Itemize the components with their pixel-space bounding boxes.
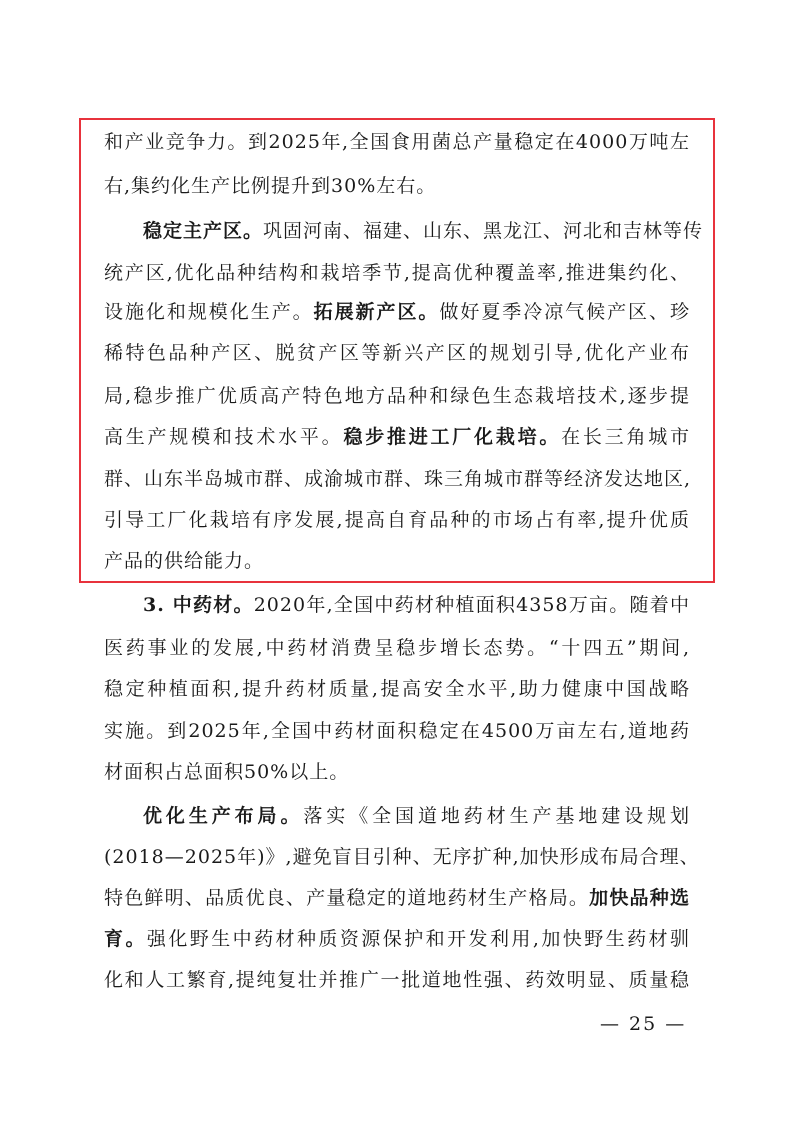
line-text: 引导工厂化栽培有序发展,提高自育品种的市场占有率,提升优质 (104, 509, 690, 531)
line-text: 局,稳步推广优质高产特色地方品种和绿色生态栽培技术,逐步提 (104, 385, 690, 407)
text-line (104, 760, 690, 786)
line-text: (2018—2025年)》,避免盲目引种、无序扩种,加快形成布局合理、 (104, 846, 700, 868)
line-text: 化和人工繁育,提纯复壮并推广一批道地性强、药效明显、质量稳 (104, 969, 690, 991)
bold-heading: 拓展新产区。 (313, 301, 440, 323)
line-text: 统产区,优化品种结构和栽培季节,提高优种覆盖率,推进集约化、 (104, 262, 690, 284)
text-line (104, 174, 690, 200)
text-line (104, 341, 690, 367)
text-line (104, 384, 690, 410)
bold-heading: 稳步推进工厂化栽培。 (343, 426, 562, 448)
text-line (104, 261, 690, 287)
text-line (104, 927, 690, 953)
text-line (104, 845, 700, 871)
line-text: 右,集约化生产比例提升到30%左右。 (104, 175, 437, 197)
line-text: 强化野生中药材种质资源保护和开发利用,加快野生药材驯 (146, 928, 690, 950)
line-text: 稳定种植面积,提升药材质量,提高安全水平,助力健康中国战略 (104, 678, 690, 700)
section-heading: 3. 中药材。 (143, 594, 254, 616)
text-line (104, 508, 690, 534)
page-number: — 25 — (600, 1013, 687, 1035)
text-line (104, 467, 690, 493)
text-line (143, 593, 690, 619)
line-text: 材面积占总面积50%以上。 (104, 761, 350, 783)
text-line (104, 130, 690, 156)
text-line (104, 719, 690, 745)
line-text: 高生产规模和技术水平。 (104, 426, 344, 448)
line-text: 特色鲜明、品质优良、产量稳定的道地药材生产格局。 (104, 887, 590, 909)
line-text: 落实《全国道地药材生产基地建设规划 (303, 805, 690, 827)
line-text: 实施。到2025年,全国中药材面积稳定在4500万亩左右,道地药 (104, 720, 690, 742)
line-text: 做好夏季冷凉气候产区、珍 (439, 301, 690, 323)
line-text: 产品的供给能力。 (104, 550, 265, 572)
text-line (104, 968, 690, 994)
line-text: 巩固河南、福建、山东、黑龙江、河北和吉林等传 (263, 220, 704, 242)
text-line (104, 636, 690, 662)
line-text: 和产业竞争力。到2025年,全国食用菌总产量稳定在4000万吨左 (104, 131, 690, 153)
bold-heading: 稳定主产区。 (143, 220, 264, 242)
line-text: 稀特色品种产区、脱贫产区等新兴产区的规划引导,优化产业布 (104, 342, 690, 364)
line-text: 2020年,全国中药材种植面积4358万亩。随着中 (253, 594, 691, 616)
bold-heading: 优化生产布局。 (143, 805, 304, 827)
bold-heading: 加快品种选 (589, 887, 690, 909)
line-text: 设施化和规模化生产。 (104, 301, 314, 323)
text-line (143, 804, 690, 830)
text-line (143, 219, 704, 245)
text-line (104, 886, 690, 912)
line-text: 医药事业的发展,中药材消费呈稳步增长态势。“十四五”期间, (104, 637, 690, 659)
bold-heading: 育。 (104, 928, 147, 950)
text-line (104, 549, 690, 575)
line-text: 群、山东半岛城市群、成渝城市群、珠三角城市群等经济发达地区, (104, 468, 692, 490)
text-line (104, 425, 690, 451)
line-text: 在长三角城市 (561, 426, 690, 448)
text-line (104, 677, 690, 703)
text-line (104, 300, 690, 326)
